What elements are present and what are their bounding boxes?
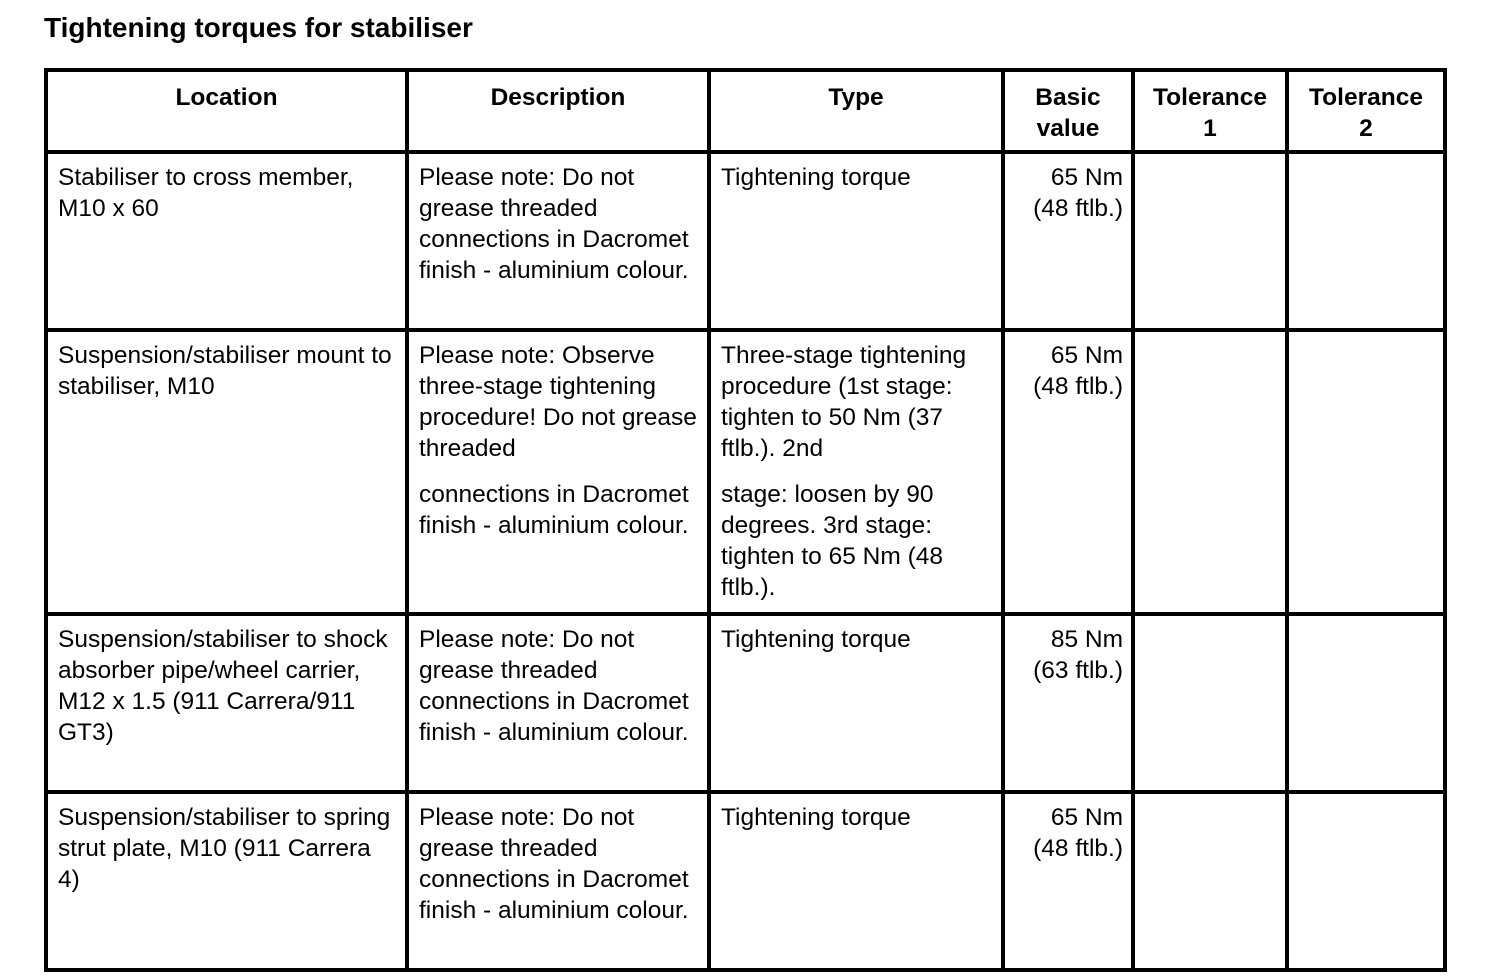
description-text: Please note: Observe three-stage tightening procedure! Do not grease threaded [419,342,697,462]
type-cell [709,152,1003,330]
type-text: stage: loosen by 90 degrees. 3rd stage: tighten to 65 Nm (48 ftlb.). [721,481,943,601]
tolerance-1-cell [1133,614,1287,792]
page-title: Tightening torques for stabiliser [44,12,473,43]
tolerance-2-cell [1287,614,1445,792]
tolerance-2-cell [1287,330,1445,614]
header-description: Description [407,70,709,152]
description-cell [407,792,709,970]
location-cell: Suspension/stabiliser to shock absorber pipe/wheel carrier, M12 x 1.5 (911 Carrera/911 GT3) [46,614,407,792]
tolerance-2-cell [1287,152,1445,330]
location-cell: Suspension/stabiliser mount to stabiliser, M10 [46,330,407,614]
description-text: Please note: Do not grease threaded connections in Dacromet finish - aluminium colour. [419,164,689,284]
description-cell [407,152,709,330]
location-cell: Suspension/stabiliser to spring strut plate, M10 (911 Carrera 4) [46,792,407,970]
basic-value-cell: 65 Nm (48 ftlb.) [1003,330,1133,614]
description-cell [407,614,709,792]
tolerance-1-cell [1133,792,1287,970]
tolerance-1-cell [1133,330,1287,614]
torque-table [44,68,1447,972]
header-location: Location [46,70,407,152]
table-row [46,614,1445,792]
tolerance-2-cell [1287,792,1445,970]
description-text: connections in Dacromet finish - aluminium colour. [419,481,689,539]
type-text: Tightening torque [721,804,911,831]
table-header-row [46,70,1445,152]
tolerance-1-cell [1133,152,1287,330]
basic-value-cell: 85 Nm (63 ftlb.) [1003,614,1133,792]
description-text: Please note: Do not grease threaded connections in Dacromet finish - aluminium colour. [419,804,689,924]
description-text: Please note: Do not grease threaded connections in Dacromet finish - aluminium colour. [419,626,689,746]
table-row [46,792,1445,970]
basic-value-cell: 65 Nm (48 ftlb.) [1003,152,1133,330]
type-cell [709,614,1003,792]
type-text: Tightening torque [721,626,911,653]
location-cell: Stabiliser to cross member, M10 x 60 [46,152,407,330]
table-row [46,152,1445,330]
type-text: Tightening torque [721,164,911,191]
basic-value-cell: 65 Nm (48 ftlb.) [1003,792,1133,970]
header-type: Type [709,70,1003,152]
description-cell [407,330,709,614]
header-tolerance-1: Tolerance 1 [1133,70,1287,152]
header-basic-value: Basic value [1003,70,1133,152]
type-cell [709,792,1003,970]
type-text: Three-stage tightening procedure (1st stage: tighten to 50 Nm (37 ftlb.). 2nd [721,342,967,462]
table-row [46,330,1445,614]
header-tolerance-2: Tolerance 2 [1287,70,1445,152]
type-cell [709,330,1003,614]
